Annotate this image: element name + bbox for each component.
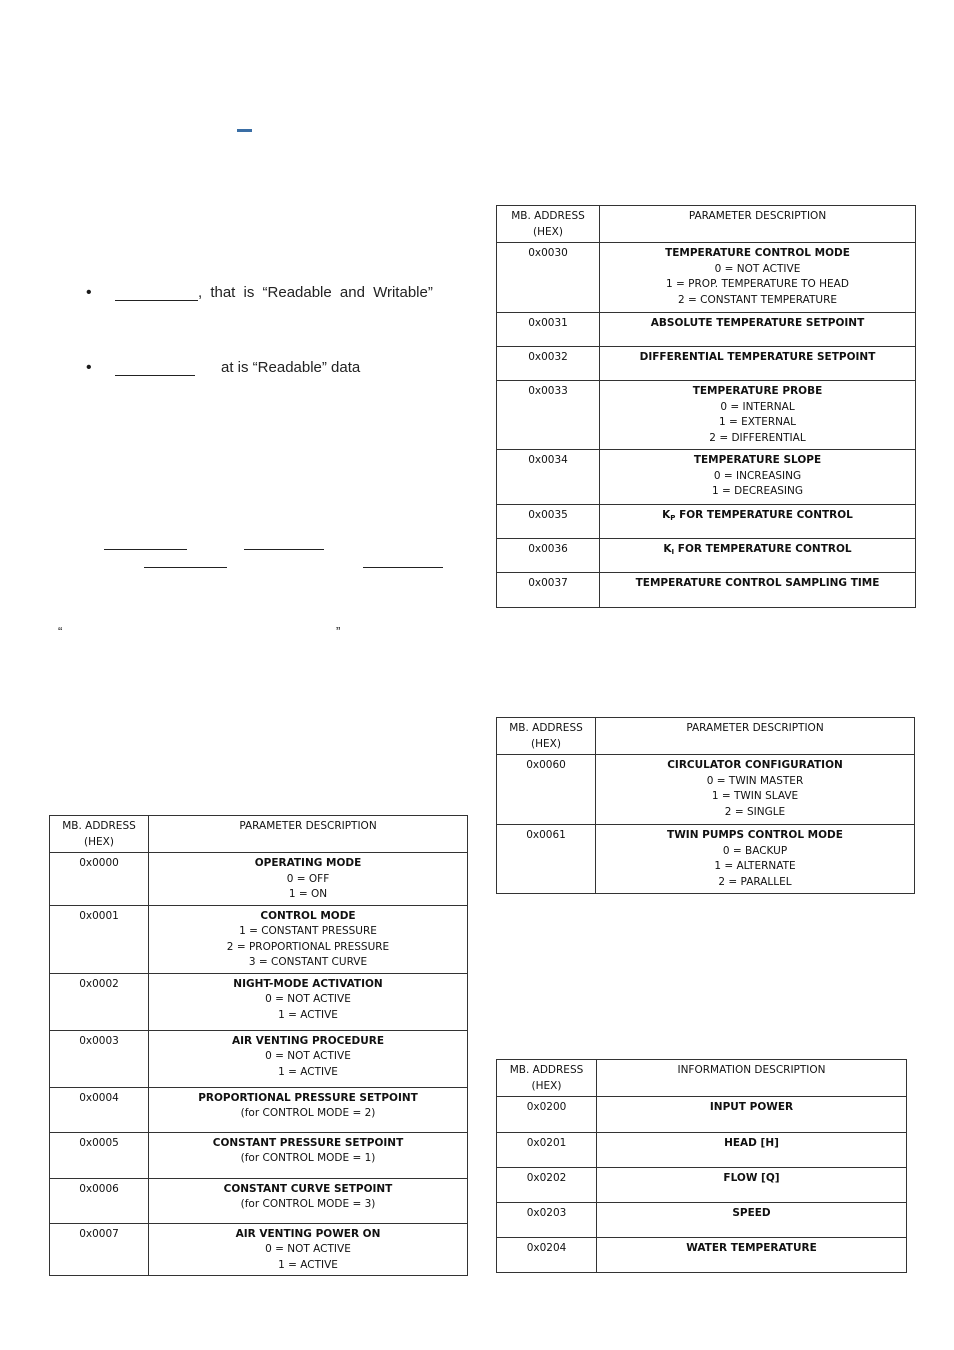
description-cell bbox=[149, 905, 468, 973]
parameter-option: 0 = NOT ACTIVE bbox=[265, 1243, 351, 1255]
parameter-title: ABSOLUTE TEMPERATURE SETPOINT bbox=[600, 313, 916, 347]
parameter-option: 1 = PROP. TEMPERATURE TO HEAD bbox=[666, 278, 849, 290]
address-cell: 0x0001 bbox=[50, 905, 149, 973]
table-row bbox=[497, 1203, 907, 1238]
blank-line bbox=[115, 300, 198, 301]
parameter-option: 2 = CONSTANT TEMPERATURE bbox=[678, 293, 837, 306]
parameter-option: (for CONTROL MODE = 1) bbox=[240, 1152, 376, 1164]
address-cell: 0x0202 bbox=[497, 1168, 597, 1203]
address-cell: 0x0034 bbox=[497, 450, 600, 505]
parameter-title: TEMPERATURE CONTROL SAMPLING TIME bbox=[600, 573, 916, 608]
table-header-row bbox=[497, 1060, 907, 1097]
table-row bbox=[497, 573, 916, 608]
parameter-title: CONTROL MODE bbox=[260, 909, 356, 922]
table-row bbox=[497, 1238, 907, 1273]
circulator-parameters-table bbox=[496, 717, 915, 894]
table-row bbox=[497, 450, 916, 505]
operating-parameters-table bbox=[49, 815, 468, 1276]
address-cell: 0x0060 bbox=[497, 755, 596, 825]
description-cell bbox=[149, 1087, 468, 1132]
information-title: WATER TEMPERATURE bbox=[597, 1238, 907, 1273]
parameter-title: DIFFERENTIAL TEMPERATURE SETPOINT bbox=[600, 347, 916, 381]
table-header-row bbox=[50, 816, 468, 853]
address-column-header: MB. ADDRESS (HEX) bbox=[497, 206, 600, 243]
description-column-header: PARAMETER DESCRIPTION bbox=[600, 206, 916, 243]
table-row bbox=[50, 1178, 468, 1223]
description-cell bbox=[149, 1223, 468, 1276]
address-cell: 0x0007 bbox=[50, 1223, 149, 1276]
table-row bbox=[497, 539, 916, 573]
table-row bbox=[50, 853, 468, 906]
address-cell: 0x0201 bbox=[497, 1133, 597, 1168]
close-quote: ” bbox=[336, 624, 341, 639]
table-row bbox=[50, 1030, 468, 1087]
blank-line bbox=[244, 549, 324, 550]
description-column-header: PARAMETER DESCRIPTION bbox=[596, 718, 915, 755]
address-column-header: MB. ADDRESS (HEX) bbox=[497, 1060, 597, 1097]
table-row bbox=[497, 825, 915, 894]
parameter-option: 0 = NOT ACTIVE bbox=[265, 993, 351, 1005]
table-row bbox=[50, 973, 468, 1030]
parameter-option: 0 = OFF bbox=[286, 872, 330, 885]
description-cell bbox=[596, 755, 915, 825]
description-cell bbox=[149, 1030, 468, 1087]
address-cell: 0x0061 bbox=[497, 825, 596, 894]
information-title: SPEED bbox=[597, 1203, 907, 1238]
parameter-option: 0 = NOT ACTIVE bbox=[265, 1050, 351, 1062]
description-cell bbox=[596, 825, 915, 894]
parameter-option: 1 = ACTIVE bbox=[278, 1065, 338, 1078]
address-cell: 0x0032 bbox=[497, 347, 600, 381]
parameter-option: 1 = ON bbox=[288, 888, 328, 900]
address-cell: 0x0003 bbox=[50, 1030, 149, 1087]
table-row bbox=[497, 243, 916, 313]
parameter-title: CONSTANT PRESSURE SETPOINT bbox=[212, 1136, 404, 1149]
table-row bbox=[50, 905, 468, 973]
description-cell bbox=[600, 381, 916, 450]
parameter-option: 1 = DECREASING bbox=[711, 485, 804, 497]
parameter-title: CONSTANT CURVE SETPOINT bbox=[223, 1182, 393, 1195]
table-row bbox=[497, 347, 916, 381]
bullet-dot-icon: • bbox=[86, 284, 92, 301]
parameter-title: PROPORTIONAL PRESSURE SETPOINT bbox=[198, 1091, 418, 1104]
parameter-option: 2 = DIFFERENTIAL bbox=[709, 431, 806, 444]
parameter-option: 1 = TWIN SLAVE bbox=[711, 790, 799, 802]
parameter-option: (for CONTROL MODE = 3) bbox=[240, 1198, 376, 1210]
bullet-dot-icon: • bbox=[86, 359, 92, 376]
table-row bbox=[50, 1132, 468, 1178]
address-column-header: MB. ADDRESS (HEX) bbox=[497, 718, 596, 755]
heading-dash bbox=[237, 129, 252, 132]
table-header-row bbox=[497, 206, 916, 243]
address-cell: 0x0036 bbox=[497, 539, 600, 573]
address-cell: 0x0006 bbox=[50, 1178, 149, 1223]
parameter-title: NIGHT-MODE ACTIVATION bbox=[233, 977, 383, 990]
address-column-header: MB. ADDRESS (HEX) bbox=[50, 816, 149, 853]
parameter-title: TEMPERATURE PROBE bbox=[692, 385, 823, 397]
table-row bbox=[497, 381, 916, 450]
table-row bbox=[50, 1087, 468, 1132]
blank-line bbox=[104, 549, 187, 550]
description-cell bbox=[149, 1178, 468, 1223]
information-title: HEAD [H] bbox=[597, 1133, 907, 1168]
table-row bbox=[497, 313, 916, 347]
parameter-title: TEMPERATURE SLOPE bbox=[693, 454, 822, 466]
blank-line bbox=[363, 567, 443, 568]
parameter-title: AIR VENTING POWER ON bbox=[235, 1227, 381, 1240]
parameter-title: TEMPERATURE CONTROL MODE bbox=[665, 247, 850, 259]
description-column-header: INFORMATION DESCRIPTION bbox=[597, 1060, 907, 1097]
parameter-title: OPERATING MODE bbox=[254, 857, 362, 869]
table-row bbox=[497, 1133, 907, 1168]
description-cell bbox=[149, 1132, 468, 1178]
blank-line bbox=[144, 567, 227, 568]
parameter-option: 0 = INCREASING bbox=[713, 469, 802, 482]
parameter-option: 1 = ALTERNATE bbox=[714, 860, 796, 872]
temperature-parameters-table bbox=[496, 205, 916, 608]
description-cell bbox=[149, 853, 468, 906]
description-cell bbox=[600, 450, 916, 505]
parameter-title: $K_P$ FOR TEMPERATURE CONTROL bbox=[600, 505, 916, 539]
parameter-option: 2 = SINGLE bbox=[724, 805, 786, 818]
parameter-option: 1 = EXTERNAL bbox=[718, 416, 797, 428]
parameter-title: TWIN PUMPS CONTROL MODE bbox=[667, 829, 843, 841]
address-cell: 0x0004 bbox=[50, 1087, 149, 1132]
parameter-option: 1 = ACTIVE bbox=[278, 1008, 338, 1021]
address-cell: 0x0030 bbox=[497, 243, 600, 313]
parameter-option: 0 = INTERNAL bbox=[720, 400, 795, 413]
address-cell: 0x0200 bbox=[497, 1097, 597, 1133]
address-cell: 0x0203 bbox=[497, 1203, 597, 1238]
blank-line bbox=[115, 375, 195, 376]
bullet-text: , that is “Readable and Writable” bbox=[198, 284, 433, 301]
parameter-title: AIR VENTING PROCEDURE bbox=[231, 1034, 385, 1047]
description-column-header: PARAMETER DESCRIPTION bbox=[149, 816, 468, 853]
parameter-title: $K_I$ FOR TEMPERATURE CONTROL bbox=[600, 539, 916, 573]
bullet-text: at is “Readable” data bbox=[221, 359, 361, 376]
information-title: INPUT POWER bbox=[597, 1097, 907, 1133]
parameter-option: 0 = TWIN MASTER bbox=[706, 774, 804, 787]
address-cell: 0x0000 bbox=[50, 853, 149, 906]
information-title: FLOW [Q] bbox=[597, 1168, 907, 1203]
open-quote: “ bbox=[58, 624, 63, 639]
table-row bbox=[497, 505, 916, 539]
address-cell: 0x0204 bbox=[497, 1238, 597, 1273]
parameter-option: 1 = ACTIVE bbox=[278, 1258, 338, 1271]
address-cell: 0x0033 bbox=[497, 381, 600, 450]
parameter-option: 0 = NOT ACTIVE bbox=[714, 262, 801, 275]
address-cell: 0x0002 bbox=[50, 973, 149, 1030]
parameter-option: 0 = BACKUP bbox=[722, 844, 788, 857]
address-cell: 0x0005 bbox=[50, 1132, 149, 1178]
information-table bbox=[496, 1059, 907, 1273]
table-row bbox=[497, 1168, 907, 1203]
parameter-option: 3 = CONSTANT CURVE bbox=[248, 956, 368, 968]
table-row bbox=[497, 1097, 907, 1133]
parameter-option: 2 = PROPORTIONAL PRESSURE bbox=[226, 940, 390, 953]
description-cell bbox=[149, 973, 468, 1030]
address-cell: 0x0031 bbox=[497, 313, 600, 347]
address-cell: 0x0037 bbox=[497, 573, 600, 608]
parameter-title: CIRCULATOR CONFIGURATION bbox=[667, 759, 843, 771]
parameter-option: 1 = CONSTANT PRESSURE bbox=[239, 925, 377, 937]
table-header-row bbox=[497, 718, 915, 755]
address-cell: 0x0035 bbox=[497, 505, 600, 539]
parameter-option: (for CONTROL MODE = 2) bbox=[240, 1107, 376, 1119]
parameter-option: 2 = PARALLEL bbox=[718, 875, 792, 888]
table-row bbox=[50, 1223, 468, 1276]
description-cell bbox=[600, 243, 916, 313]
table-row bbox=[497, 755, 915, 825]
